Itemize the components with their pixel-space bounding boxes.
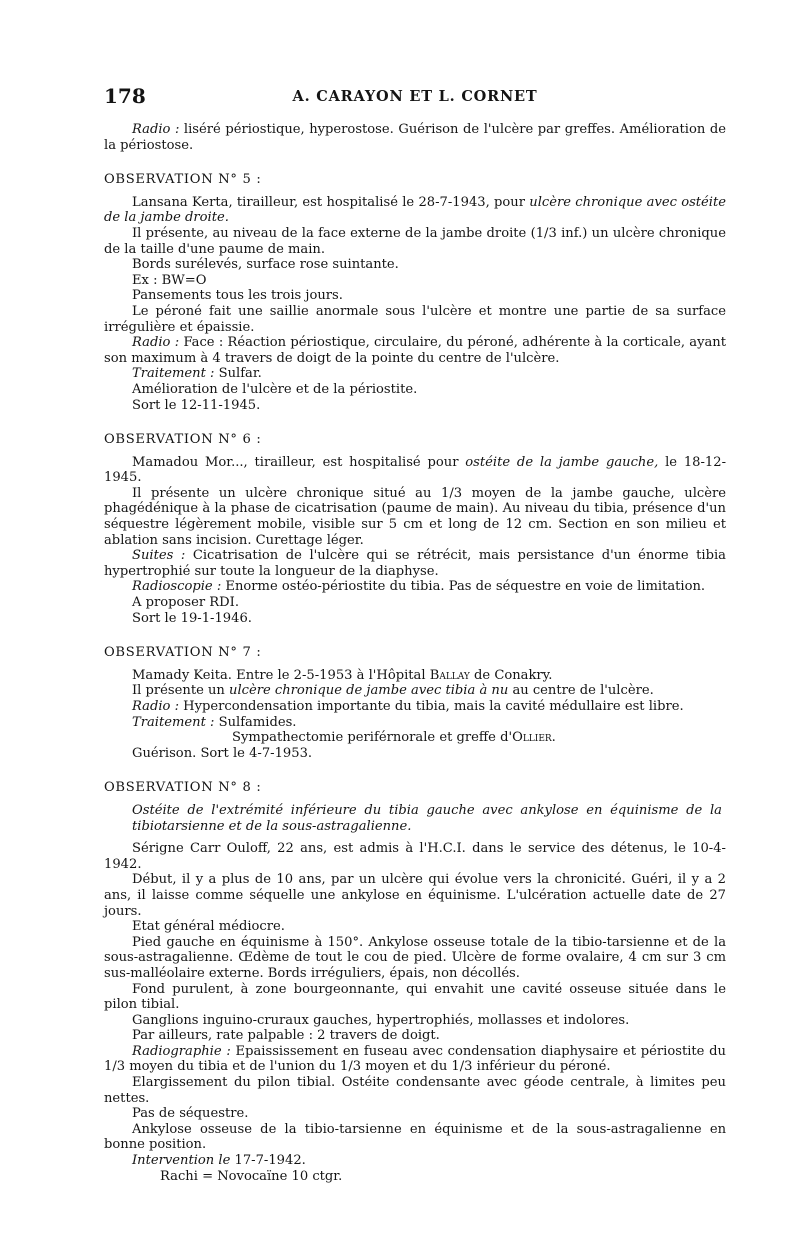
observation-7-heading: OBSERVATION N° 7 : bbox=[104, 645, 262, 661]
obs8-title bbox=[104, 803, 726, 834]
obs8-paragraph: Par ailleurs, rate palpable : 2 travers de doigt. bbox=[132, 1028, 440, 1044]
obs8-paragraph: Début, il y a plus de 10 ans, par un ulcère qui évolue vers la chronicité. Guéri, il y a 2 ans, il laisse comme séquelle une ankylose en équinisme. L'ulcération actuelle date de 27 jours. bbox=[104, 872, 726, 919]
observation-8-heading: OBSERVATION N° 8 : bbox=[104, 780, 262, 796]
obs5-diagnosis: ulcère chronique avec ostéite de la jambe droite. bbox=[104, 194, 727, 226]
obs7-patient-text: Mamady Keita. Entre le 2-5-1953 à l'Hôpital bbox=[132, 667, 430, 683]
obs5-paragraph: Sort le 12-11-1945. bbox=[132, 397, 261, 413]
obs6-paragraph bbox=[104, 455, 726, 486]
page-header bbox=[104, 84, 726, 110]
obs8-paragraph: Sérigne Carr Ouloff, 22 ans, est admis à l'H.C.I. dans le service des détenus, le 10-4-1942. bbox=[104, 841, 726, 872]
radioscopie-text: Enorme ostéo-périostite du tibia. Pas de séquestre en voie de limitation. bbox=[221, 579, 706, 595]
obs8-paragraph: Fond purulent, à zone bourgeonnante, qui envahit une cavité osseuse située dans le pilon tibial. bbox=[104, 981, 726, 1013]
page-number: 178 bbox=[104, 84, 146, 108]
obs6-paragraph: Sort le 19-1-1946. bbox=[132, 610, 252, 626]
obs7-text: Il présente un bbox=[132, 683, 230, 699]
obs6-suites-paragraph bbox=[104, 548, 726, 579]
obs5-patient-text: Lansana Kerta, tirailleur, est hospitalisé le 28-7-1943, pour bbox=[132, 194, 530, 210]
hospital-name: Ballay bbox=[429, 667, 470, 683]
obs5-traitement-paragraph bbox=[104, 366, 726, 382]
surgeon-name: Ollier. bbox=[512, 730, 556, 746]
intervention-date: 17-7-1942. bbox=[230, 1153, 306, 1169]
radiographie-text: Epaississement en fuseau avec condensation diaphysaire et périostite du 1/3 moyen du tibia et de l'union du 1/3 moyen et du 1/3 inférieur du péroné. bbox=[104, 1043, 726, 1075]
radio-label: Radio : bbox=[132, 122, 180, 137]
obs7-paragraph: Guérison. Sort le 4-7-1953. bbox=[132, 745, 313, 761]
obs5-paragraph: Pansements tous les trois jours. bbox=[132, 288, 343, 304]
obs8-paragraph: Rachi = Novocaïne 10 ctgr. bbox=[160, 1168, 343, 1184]
obs7-radio-paragraph bbox=[104, 699, 726, 715]
obs6-paragraph: A proposer RDI. bbox=[132, 595, 239, 611]
obs5-paragraph: Il présente, au niveau de la face externe de la jambe droite (1/3 inf.) un ulcère chronique de la taille d'une paume de main. bbox=[104, 225, 726, 257]
article-body bbox=[104, 122, 726, 1184]
obs8-paragraph: Ganglions inguino-cruraux gauches, hypertrophiés, mollasses et indolores. bbox=[132, 1012, 630, 1028]
running-head: A. CARAYON ET L. CORNET bbox=[292, 88, 538, 105]
traitement-label: Traitement : bbox=[132, 714, 215, 730]
radio-text: Face : Réaction périostique, circulaire, du péroné, adhérente à la corticale, ayant son maximum à 4 travers de doigt de la pointe du centre de l'ulcère. bbox=[104, 335, 726, 366]
traitement-text: Sulfamides. bbox=[214, 714, 297, 730]
obs8-paragraph: Ankylose osseuse de la tibio-tarsienne en équinisme et de la sous-astragalienne en bonne position. bbox=[104, 1121, 726, 1153]
obs8-paragraph: Etat général médiocre. bbox=[132, 919, 285, 935]
obs6-date: le 18-12-1945. bbox=[104, 454, 727, 486]
traitement-label: Traitement : bbox=[132, 366, 215, 382]
suites-label: Suites : bbox=[132, 548, 186, 564]
obs7-treatment-continued bbox=[104, 730, 726, 746]
obs6-paragraph: Il présente un ulcère chronique situé au 1/3 moyen de la jambe gauche, ulcère phagédénique à la phase de cicatrisation (paume de main). Au niveau du tibia, présence d'un séquestre légèrement mobile, visible sur 5 cm et long de 12 cm. Section en son milieu et ablation sans incision. Curettage léger. bbox=[104, 485, 726, 548]
obs7-traitement-paragraph bbox=[104, 715, 726, 731]
obs6-diagnosis: ostéite de la jambe gauche, bbox=[465, 454, 659, 470]
obs7-treatment-text: Sympathectomie periférnorale et greffe d' bbox=[232, 730, 513, 746]
obs6-radioscopie-paragraph bbox=[104, 579, 726, 595]
obs8-intervention-paragraph bbox=[104, 1153, 726, 1169]
obs6-patient-text: Mamadou Mor..., tirailleur, est hospitalisé pour bbox=[132, 454, 466, 470]
obs5-paragraph: Le péroné fait une saillie anormale sous l'ulcère et montre une partie de sa surface irrégulière et épaissie. bbox=[104, 303, 726, 335]
observation-6-heading: OBSERVATION N° 6 : bbox=[104, 432, 262, 448]
obs8-paragraph: Elargissement du pilon tibial. Ostéite condensante avec géode centrale, à limites peu nettes. bbox=[104, 1075, 726, 1106]
obs7-paragraph bbox=[104, 668, 726, 684]
radioscopie-label: Radioscopie : bbox=[132, 579, 222, 595]
obs8-paragraph: Pied gauche en équinisme à 150°. Ankylose osseuse totale de la tibio-tarsienne et de la sous-astragalienne. Œdème de tout le cou de pied. Ulcère de forme ovalaire, 4 cm sur 3 cm sus-malléolaire externe. Bords irréguliers, épais, non décollés. bbox=[104, 934, 726, 981]
obs5-paragraph: Ex : BW=O bbox=[132, 272, 207, 288]
radio-label: Radio : bbox=[132, 699, 179, 714]
obs5-paragraph: Amélioration de l'ulcère et de la périostite. bbox=[132, 381, 418, 397]
obs7-paragraph bbox=[104, 683, 726, 699]
radio-label: Radio : bbox=[132, 335, 180, 351]
radio-text: liséré périostique, hyperostose. Guérison de l'ulcère par greffes. Amélioration de la périostose. bbox=[104, 122, 726, 153]
obs8-paragraph: Pas de séquestre. bbox=[132, 1106, 249, 1122]
obs5-radio-paragraph bbox=[104, 335, 726, 366]
obs7-text-end: au centre de l'ulcère. bbox=[508, 683, 654, 699]
obs8-title-text: Ostéite de l'extrémité inférieure du tibia gauche avec ankylose en équinisme de la tibiotarsienne et de la sous-astragalienne. bbox=[132, 802, 722, 834]
obs7-diagnosis: ulcère chronique de jambe avec tibia à nu bbox=[229, 683, 509, 699]
radiographie-label: Radiographie : bbox=[132, 1043, 231, 1059]
obs8-radiographie-paragraph bbox=[104, 1044, 726, 1075]
suites-text: Cicatrisation de l'ulcère qui se rétrécit, mais persistance d'un énorme tibia hypertrophié sur toute la longueur de la diaphyse. bbox=[104, 548, 726, 579]
obs7-location: de Conakry. bbox=[469, 667, 553, 683]
traitement-text: Sulfar. bbox=[214, 366, 262, 382]
intro-radio-paragraph bbox=[104, 122, 726, 153]
intervention-label: Intervention le bbox=[132, 1153, 231, 1169]
obs5-paragraph: Bords surélevés, surface rose suintante. bbox=[132, 257, 399, 273]
radio-text: Hypercondensation importante du tibia, mais la cavité médullaire est libre. bbox=[179, 699, 684, 714]
obs5-paragraph bbox=[104, 195, 726, 226]
observation-5-heading: OBSERVATION N° 5 : bbox=[104, 172, 262, 188]
